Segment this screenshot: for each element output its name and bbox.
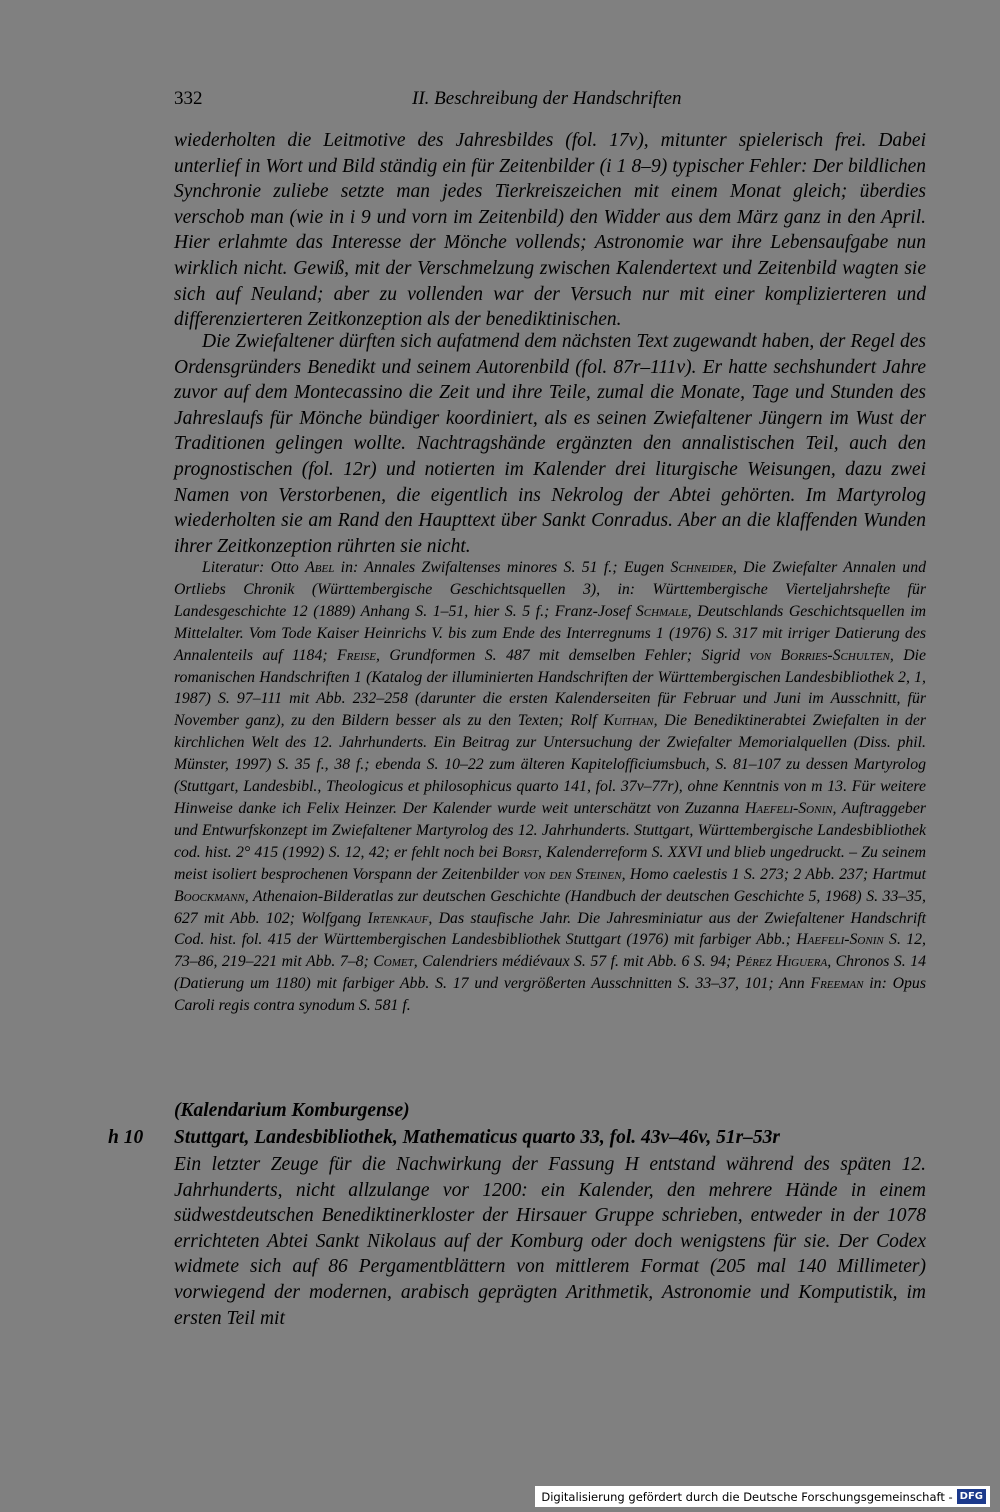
body-paragraph-2: Die Zwiefaltener dürften sich aufatmend dem nächsten Text zugewandt haben, der Regel des Ordensgründers Benedikt und seinem Autorenbild (fol. 87r–111v). Er hatte sechshundert Jahre zuvor auf dem Montecassino die Zeit und ihre Teile, zumal die Monate, Tage und Stunden des Jahreslaufs für Mönche bündiger koordiniert, als es seinen Zwiefaltener Jüngern im Wust der Traditionen gelingen wollte. Nachtragshände ergänzten den annalistischen Teil, auch den prognostischen (fol. 12r) und notierten im Kalender drei liturgische Weisungen, dazu zwei Namen von Verstorbenen, die eigentlich ins Nekrolog der Abtei gehörten. Im Martyrolog wiederholten sie am Rand den Haupttext über Sankt Conradus. Aber an die klaffenden Wunden ihrer Zeitkonzeption rührten sie nicht. — [174, 331, 926, 557]
literature-text: , Athenaion-Bilderatlas zur deutschen Geschichte (Handbuch der deutschen Geschichte 5, 1968) S. 33–35, 627 mit Abb. 102; Wolfgang — [174, 887, 926, 927]
entry-shelfmark: Stuttgart, Landesbibliothek, Mathematicus quarto 33, fol. 43v–46v, 51r–53r — [174, 1127, 780, 1148]
running-head: II. Beschreibung der Handschriften — [412, 88, 682, 109]
author-name: Irtenkauf — [367, 909, 429, 927]
literature-text: , Deutschlands Geschichtsquellen im Mittelalter. Vom Tode Kaiser Heinrichs V. bis zum Ende des Interregnums 1 (1976) S. 317 mit irriger Datierung des Annalenteils auf 1184; — [174, 602, 926, 664]
author-name: Kuithan — [603, 712, 654, 730]
entry-heading: (Kalendarium Komburgense) — [174, 1100, 410, 1121]
author-name: Borst — [502, 843, 539, 861]
literature-text: , Kalenderreform S. XXVI und blieb ungedruckt. – Zu seinem meist isoliert besprochenen Vorspann der Zeitenbilder — [174, 843, 926, 883]
author-name: Haefeli-Sonin — [744, 799, 833, 817]
author-name: Pérez Higuera — [735, 953, 828, 971]
literature-text: , Auftraggeber und Entwurfskonzept im Zwiefaltener Martyrolog des 12. Jahrhunderts. Stuttgart, Württembergische Landesbibliothek cod. hist. 2° 415 (1992) S. 12, 42; er fehlt noch bei — [174, 799, 926, 861]
author-name: von Borries-Schulten — [749, 646, 890, 664]
dfg-logo: DFG — [957, 1489, 986, 1504]
digitization-banner — [535, 1486, 990, 1507]
literature-text: , Grundformen S. 487 mit demselben Fehler; Sigrid — [375, 646, 750, 664]
page-header — [174, 88, 926, 116]
entry-description: Ein letzter Zeuge für die Nachwirkung der Fassung H entstand während des späten 12. Jahrhunderts, nicht allzulange vor 1200: ein Kalender, den mehrere Hände in einem südwestdeutschen Benediktinerkloster der Hirsauer Gruppe schrieben, entweder in der 1078 errichteten Abtei Sankt Nikolaus auf der Komburg oder doch wenigstens für sie. Der Codex widmete sich auf 86 Pergamentblättern von mittlerem Format (205 mal 140 Millimeter) vorwiegend der modernen, arabisch geprägten Arithmetik, Astronomie und Komputistik, im ersten Teil mit — [174, 1154, 926, 1329]
author-name: von den Steinen — [523, 865, 622, 883]
author-name: Freise — [337, 646, 376, 664]
author-name: Freeman — [810, 975, 864, 993]
literature-text: , Chronos S. 14 (Datierung um 1180) mit farbiger Abb. S. 17 und vergrößerten Ausschnitten S. 33–37, 101; Ann — [174, 953, 926, 993]
literature-text: Literatur: Otto — [202, 559, 306, 576]
entry-siglum: h 10 — [108, 1127, 144, 1148]
literature-text: S. 12, 73–86, 219–221 mit Abb. 7–8; — [174, 931, 926, 971]
author-name: Schmale — [635, 602, 688, 620]
literature-text: , Die romanischen Handschriften 1 (Katalog der illuminierten Handschriften der Württembergischen Landesbibliothek 2, 1, 1987) S. 97–111 mit Abb. 232–258 (darunter die ersten Kalenderseiten für Februar und Juni im Ausschnitt, für November ganz), zu den Bildern besser als zu den Texten; Rolf — [174, 646, 927, 730]
author-name: Abel — [305, 559, 335, 576]
literature-paragraph — [174, 557, 926, 1017]
literature-text: in: Opus Caroli regis contra synodum S. 581 f. — [174, 975, 926, 1015]
author-name: Comet — [373, 953, 414, 971]
literature-text: , Homo caelestis 1 S. 273; 2 Abb. 237; Hartmut — [621, 865, 926, 883]
literature-text: , Die Zwiefalter Annalen und Ortliebs Chronik (Württembergische Geschichtsquellen 3), in: Württembergische Vierteljahrshefte für Landesgeschichte 12 (1889) Anhang S. 1–51, hier S. 5 f.; Franz-Josef — [174, 559, 926, 620]
body-paragraph-1: wiederholten die Leitmotive des Jahresbildes (fol. 17v), mitunter spielerisch frei. Dabei unterlief in Wort und Bild ständig ein für Zeitenbilder (i 1 8–9) typischer Fehler: Der bildlichen Synchronie zuliebe setzte man jedes Tierkreiszeichen mit einem Monat gleich; überdies verschob man (wie in i 9 und vorn im Zeitenbild) den Widder aus dem März ganz in den April. Hier erlahmte das Interesse der Mönche vollends; Astronomie war ihre Lebensaufgabe nun wirklich nicht. Gewiß, mit der Verschmelzung zwischen Kalendertext und Zeitenbild wagten sie sich auf Neuland; aber zu vollenden war der Versuch nur mit einer komplizierteren und differenzierteren Zeitkonzeption als der benediktinischen. — [174, 130, 926, 331]
literature-text: , Das staufische Jahr. Die Jahresminiatur aus der Zwiefaltener Handschrift Cod. hist. fol. 415 der Württembergischen Landesbibliothek Stuttgart (1976) mit farbiger Abb.; — [174, 909, 927, 949]
footer-credit: Digitalisierung gefördert durch die Deutsche Forschungsgemeinschaft - — [541, 1489, 953, 1504]
author-name: Haefeli-Sonin — [796, 931, 884, 949]
author-name: Schneider — [670, 559, 733, 576]
page-number: 332 — [174, 88, 203, 109]
author-name: Boockmann — [174, 887, 245, 905]
literature-text: in: Annales Zwifaltenses minores S. 51 f.; Eugen — [334, 559, 671, 576]
literature-text: , Die Benediktinerabtei Zwiefalten in der kirchlichen Welt des 12. Jahrhunderts. Ein Beitrag zur Untersuchung der Zwiefalter Memorialquellen (Diss. phil. Münster, 1997) S. 35 f., 38 f.; ebenda S. 10–22 zum älteren Kapitelofficiumsbuch, S. 81–107 zu dessen Martyrolog (Stuttgart, Landesbibl., Theologicus et philosophicus quarto 141, fol. 37v–77r), ohne Kenntnis von m 13. Für weitere Hinweise danke ich Felix Heinzer. Der Kalender wurde weit unterschätzt von Zuzanna — [174, 712, 926, 817]
literature-text: , Calendriers médiévaux S. 57 f. mit Abb. 6 S. 94; — [413, 953, 736, 971]
